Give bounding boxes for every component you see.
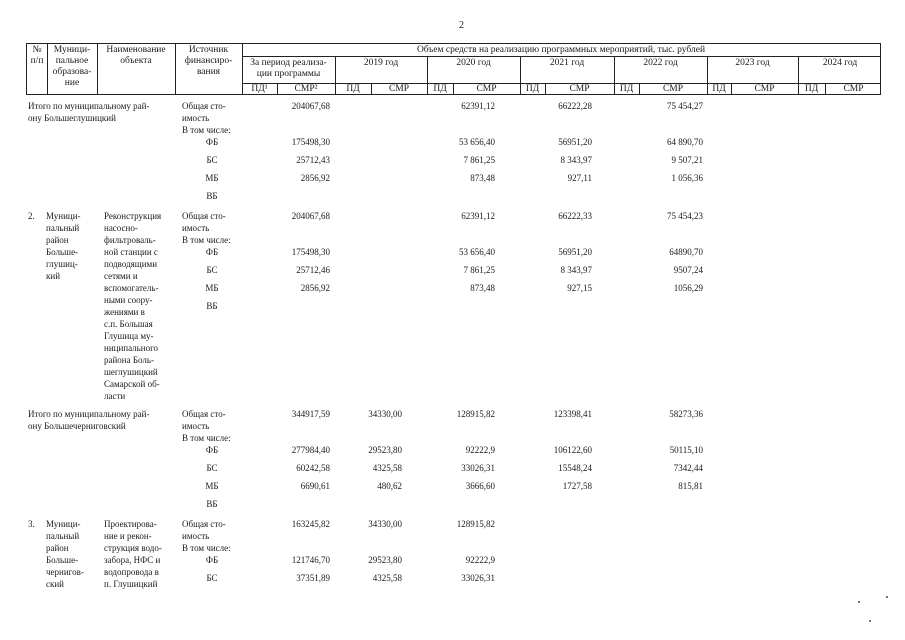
funding-source: ФБ (205, 137, 219, 147)
object-name: Реконструкция насосно- фильтроваль- ной станции с подводящими сетями и вспомогатель- ными соору- жениями в с.п. Большая Глушица му- ниципального района Боль- шеглушицкий Самарской об- ласти (104, 211, 162, 401)
value-cell-period-smr: 2856,92 (300, 283, 330, 293)
value-cell-y2020: 62391,12 (461, 101, 495, 111)
value-cell-y2022: 64890,70 (669, 247, 703, 257)
col-period: За период реализа- ции программы (250, 58, 327, 79)
value-cell-y2021: 8 343,97 (560, 155, 592, 165)
funding-source: МБ (205, 283, 219, 293)
value-cell-y2021: 56951,20 (558, 137, 592, 147)
value-cell-period-smr: 37351,89 (296, 573, 330, 583)
value-cell-y2020: 7 861,25 (463, 155, 495, 165)
sub-pd-2023: ПД (712, 84, 726, 94)
value-cell-period-smr: 163245,82 (291, 519, 330, 529)
funding-source: ФБ (205, 445, 219, 455)
sub-pd-2024: ПД (804, 84, 819, 94)
col-year-2021: 2021 год (549, 58, 585, 68)
value-cell-period-smr: 175498,30 (291, 137, 330, 147)
value-cell-y2022: 75 454,27 (667, 101, 703, 111)
value-cell-y2020: 33026,31 (461, 573, 495, 583)
value-cell-period-smr: 2856,92 (300, 173, 330, 183)
value-cell-y2022: 9507,24 (673, 265, 703, 275)
value-cell-period-smr: 121746,70 (291, 555, 330, 565)
funding-source: Общая сто- имость В том числе: (182, 409, 231, 443)
value-cell-y2020: 33026,31 (461, 463, 495, 473)
value-cell-y2019: 4325,58 (372, 573, 402, 583)
page-number: 2 (459, 20, 464, 31)
scan-speck (886, 596, 888, 598)
value-cell-y2020: 53 656,40 (459, 137, 495, 147)
funding-source: Общая сто- имость В том числе: (182, 211, 231, 245)
sub-smr-2023: СМР (754, 84, 775, 94)
col-object: Наименование объекта (106, 45, 166, 66)
value-cell-y2021: 1727,58 (562, 481, 592, 491)
total-label: Итого по муниципальному рай- ону Большеглушицкий (28, 101, 150, 123)
funding-source: Общая сто- имость В том числе: (182, 519, 231, 553)
value-cell-y2022: 815,81 (678, 481, 703, 491)
funding-source: МБ (205, 481, 219, 491)
funding-source: Общая сто- имость В том числе: (182, 101, 231, 135)
col-municipality: Муници- пальное образова- ние (52, 45, 92, 88)
col-year-2019: 2019 год (363, 58, 399, 68)
value-cell-period-smr: 277984,40 (291, 445, 330, 455)
row-number: 3. (28, 519, 35, 529)
value-cell-y2020: 128915,82 (456, 409, 495, 419)
sub-pd-period: ПД¹ (251, 84, 268, 94)
value-cell-y2020: 7 861,25 (463, 265, 495, 275)
value-cell-y2019: 29523,80 (368, 445, 402, 455)
value-cell-y2022: 9 507,21 (671, 155, 703, 165)
funding-source: ВБ (206, 301, 218, 311)
value-cell-y2021: 66222,33 (558, 211, 592, 221)
value-cell-y2021: 8 343,97 (560, 265, 592, 275)
value-cell-y2020: 3666,60 (465, 481, 495, 491)
value-cell-period-smr: 25712,43 (296, 155, 330, 165)
col-year-2023: 2023 год (735, 58, 770, 68)
municipality-name: Муници- пальный район Больше- глушиц- кий (46, 211, 81, 281)
value-cell-y2022: 50115,10 (669, 445, 703, 455)
value-cell-y2020: 92222,9 (465, 555, 495, 565)
sub-pd-2019: ПД (346, 84, 360, 94)
value-cell-y2021: 927,11 (567, 173, 592, 183)
funding-source: БС (206, 573, 218, 583)
value-cell-period-smr: 60242,58 (296, 463, 330, 473)
value-cell-y2022: 1 056,36 (671, 173, 703, 183)
funding-source: ВБ (206, 191, 218, 201)
funding-source: ФБ (205, 247, 219, 257)
value-cell-y2020: 873,48 (470, 283, 495, 293)
funding-source: БС (206, 265, 218, 275)
col-num: № п/п (30, 45, 44, 66)
value-cell-y2022: 75 454,23 (667, 211, 703, 221)
value-cell-y2021: 15548,24 (558, 463, 592, 473)
funding-source: ВБ (206, 499, 218, 509)
value-cell-y2022: 64 890,70 (667, 137, 703, 147)
value-cell-y2019: 480,62 (377, 481, 402, 491)
value-cell-period-smr: 204067,68 (291, 101, 330, 111)
sub-pd-2020: ПД (433, 84, 447, 94)
funding-source: БС (206, 155, 218, 165)
municipality-name: Муници- пальный район Больше- чернигов- ский (46, 519, 84, 589)
value-cell-y2019: 4325,58 (372, 463, 402, 473)
value-cell-y2021: 927,15 (567, 283, 592, 293)
value-cell-y2022: 1056,29 (673, 283, 703, 293)
scan-speck (858, 601, 860, 603)
value-cell-y2020: 53 656,40 (459, 247, 495, 257)
sub-smr-period: СМР² (294, 84, 318, 94)
sub-smr-2021: СМР (569, 84, 590, 94)
sub-smr-2019: СМР (388, 84, 410, 94)
value-cell-y2019: 34330,00 (368, 409, 402, 419)
value-cell-y2022: 58273,36 (669, 409, 703, 419)
sub-pd-2021: ПД (525, 84, 540, 94)
value-cell-y2021: 56951,20 (558, 247, 592, 257)
value-cell-y2021: 123398,41 (553, 409, 592, 419)
value-cell-y2020: 873,48 (470, 173, 495, 183)
sub-smr-2022: СМР (662, 84, 684, 94)
value-cell-y2020: 92222,9 (465, 445, 495, 455)
scan-speck (869, 620, 871, 622)
sub-smr-2020: СМР (476, 84, 497, 94)
value-cell-period-smr: 25712,46 (296, 265, 330, 275)
value-cell-period-smr: 344917,59 (291, 409, 330, 419)
funding-source: БС (206, 463, 218, 473)
col-volume-title: Объем средств на реализацию программных мероприятий, тыс. рублей (416, 45, 706, 55)
value-cell-period-smr: 175498,30 (291, 247, 330, 257)
value-cell-y2021: 66222,28 (558, 101, 592, 111)
value-cell-y2022: 7342,44 (673, 463, 703, 473)
row-number: 2. (28, 211, 35, 221)
col-year-2024: 2024 год (822, 58, 858, 68)
col-source: Источник финансиро- вания (184, 45, 233, 77)
value-cell-period-smr: 6690,61 (300, 481, 330, 491)
sub-smr-2024: СМР (843, 84, 864, 94)
value-cell-y2019: 29523,80 (368, 555, 402, 565)
table-header (26, 43, 881, 95)
funding-source: МБ (205, 173, 219, 183)
object-name: Проектирова- ние и рекон- струкция водо- забора, НФС и водопровода в п. Глушицкий (104, 519, 162, 589)
value-cell-y2019: 34330,00 (368, 519, 402, 529)
total-label: Итого по муниципальному рай- ону Большечерниговский (28, 409, 150, 431)
funding-source: ФБ (205, 555, 219, 565)
value-cell-y2021: 106122,60 (553, 445, 592, 455)
value-cell-y2020: 128915,82 (456, 519, 495, 529)
sub-pd-2022: ПД (619, 84, 634, 94)
col-year-2022: 2022 год (643, 58, 678, 68)
value-cell-period-smr: 204067,68 (291, 211, 330, 221)
value-cell-y2020: 62391,12 (461, 211, 495, 221)
col-year-2020: 2020 год (456, 58, 491, 68)
